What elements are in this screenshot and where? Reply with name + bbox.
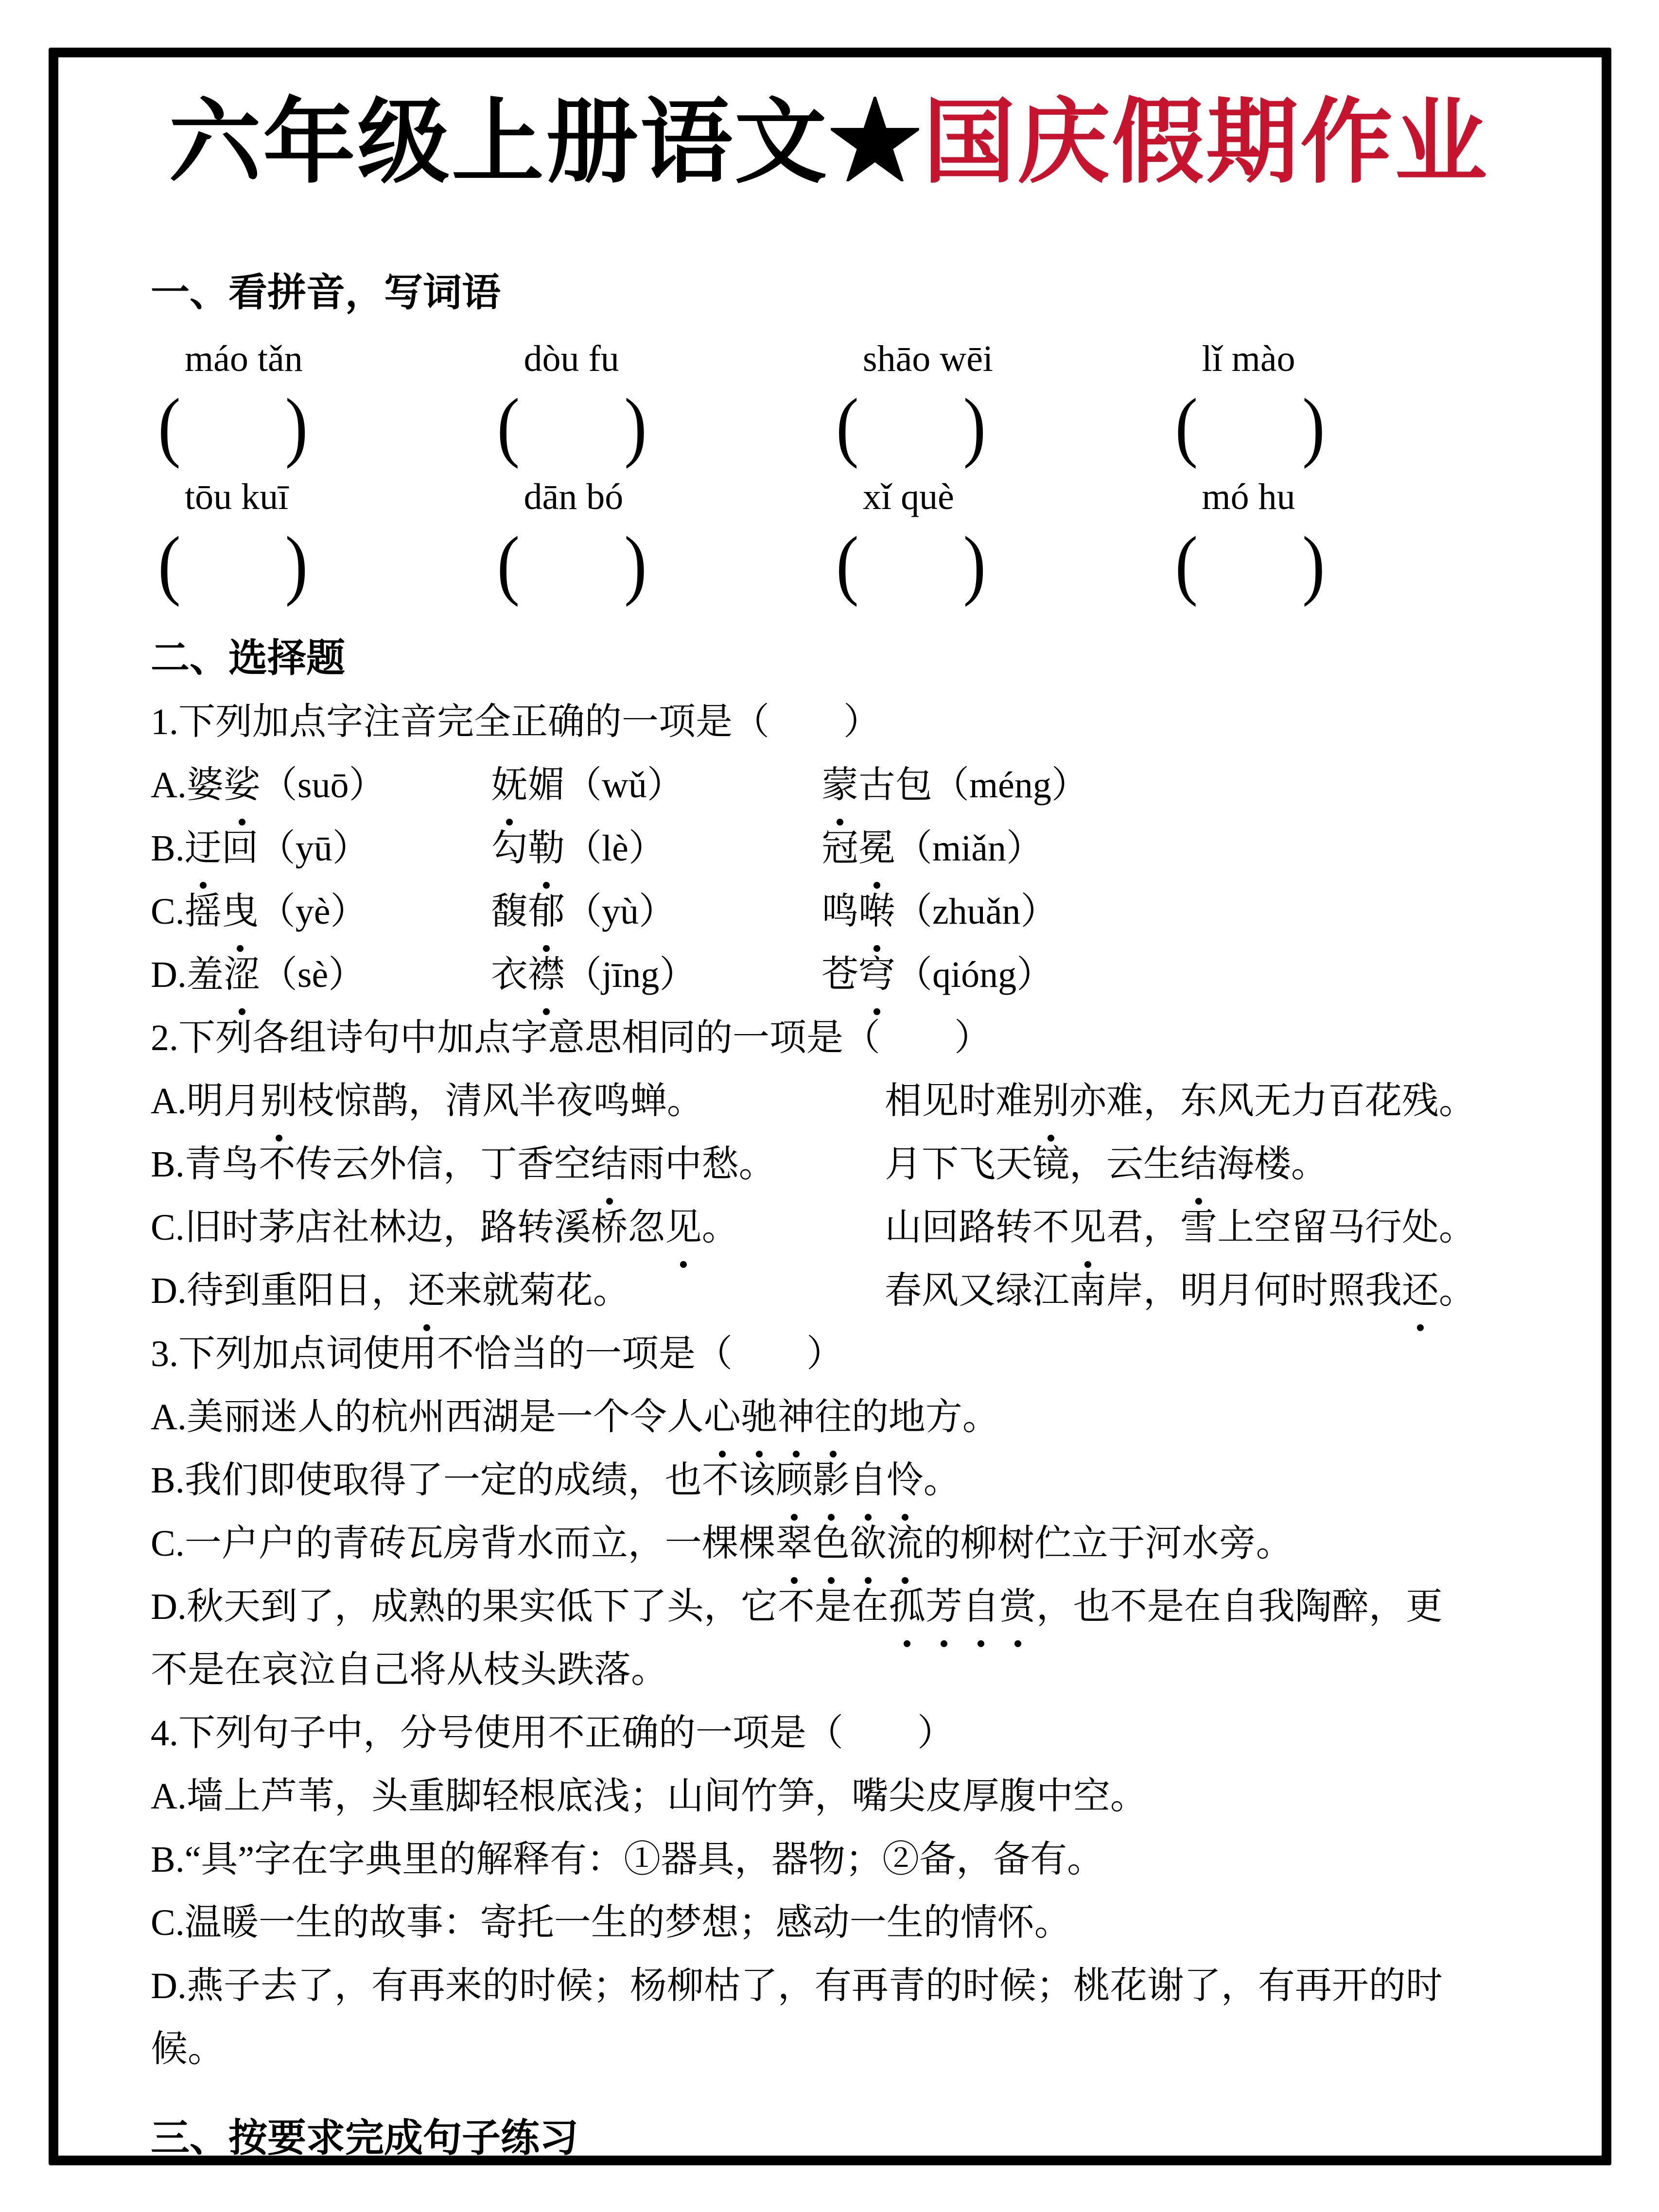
option-item: 勾勒（lè） (491, 817, 821, 880)
option-item: 衣襟（jīng） (491, 943, 821, 1006)
pinyin-word: máo tǎn (185, 338, 303, 379)
question-1-stem: 1.下列加点字注音完全正确的一项是（ ） (151, 702, 880, 742)
section-1-heading: 一、看拼音，写词语 (151, 272, 501, 315)
q4-option-c: C.温暖一生的故事：寄托一生的梦想；感动一生的情怀。 (151, 1902, 1071, 1943)
verse-right: 月下飞天镜，云生结海楼。 (885, 1133, 1507, 1196)
question-3-stem: 3.下列加点词使用不恰当的一项是（ ） (151, 1334, 843, 1374)
q3-option-b: B.我们即使取得了一定的成绩，也不该顾影自怜。 (151, 1449, 1507, 1512)
q3-option-a: A.美丽迷人的杭州西湖是一个令人心驰神往的地方。 (151, 1386, 1507, 1449)
pinyin-word: shāo wēi (863, 338, 994, 379)
q2-option-b (151, 1133, 1507, 1196)
q1-option-c (151, 880, 1507, 943)
page-title-black: 六年级上册语文★ (168, 92, 923, 194)
answer-blank-row-1 (151, 383, 1507, 470)
option-item: C.摇曳（yè） (151, 880, 491, 943)
verse-left: B.青鸟不传云外信，丁香空结雨中愁。 (151, 1133, 885, 1196)
answer-blank: ( ) (1175, 383, 1325, 470)
answer-blank-row-2 (151, 521, 1507, 608)
answer-blank: ( ) (497, 383, 647, 470)
pinyin-word: xǐ què (863, 476, 954, 517)
answer-blank: ( ) (836, 383, 986, 470)
question-2-stem: 2.下列各组诗句中加点字意思相同的一项是（ ） (151, 1018, 991, 1058)
pinyin-word: dān bó (524, 476, 624, 517)
answer-blank: ( ) (158, 521, 308, 608)
verse-left: A.明月别枝惊鹊，清风半夜鸣蝉。 (151, 1070, 885, 1133)
option-item: A.婆娑（suō） (151, 754, 491, 817)
pinyin-word: lǐ mào (1202, 338, 1295, 379)
option-item: 蒙古包（méng） (821, 754, 1507, 817)
worksheet-page (151, 68, 1507, 2170)
answer-blank: ( ) (497, 521, 647, 608)
q2-option-d (151, 1259, 1507, 1322)
pinyin-word: dòu fu (524, 338, 619, 379)
section-2-heading: 二、选择题 (151, 637, 345, 680)
verse-left: D.待到重阳日，还来就菊花。 (151, 1259, 885, 1322)
pinyin-word: mó hu (1202, 476, 1295, 517)
option-item: B.迂回（yū） (151, 817, 491, 880)
answer-blank: ( ) (158, 383, 308, 470)
answer-blank: ( ) (1175, 521, 1325, 608)
question-4-stem: 4.下列句子中，分号使用不正确的一项是（ ） (151, 1713, 954, 1754)
pinyin-row-1 (151, 328, 1507, 390)
q2-option-a (151, 1070, 1507, 1133)
q1-option-b (151, 817, 1507, 880)
option-item: 鸣啭（zhuǎn） (821, 880, 1507, 943)
option-item: 馥郁（yù） (491, 880, 821, 943)
page-title-red: 国庆假期作业 (923, 92, 1489, 194)
q1-option-d (151, 943, 1507, 1006)
q3-option-d: D.秋天到了，成熟的果实低下了头，它不是在孤芳自赏，也不是在自我陶醉，更不是在哀泣自己将从枝头跌落。 (151, 1575, 1463, 1702)
verse-left: C.旧时茅店社林边，路转溪桥忽见。 (151, 1196, 885, 1259)
option-item: 妩媚（wǔ） (491, 754, 821, 817)
q4-option-a: A.墙上芦苇，头重脚轻根底浅；山间竹笋，嘴尖皮厚腹中空。 (151, 1776, 1147, 1817)
option-item: 苍穹（qióng） (821, 943, 1507, 1006)
verse-right: 春风又绿江南岸，明月何时照我还。 (885, 1259, 1507, 1322)
option-item: 冠冕（miǎn） (821, 817, 1507, 880)
q4-option-b: B.“具”字在字典里的解释有：①器具，器物；②备，备有。 (151, 1839, 1104, 1880)
option-item: D.羞涩（sè） (151, 943, 491, 1006)
q3-option-c: C.一户户的青砖瓦房背水而立，一棵棵翠色欲流的柳树伫立于河水旁。 (151, 1512, 1507, 1575)
verse-right: 相见时难别亦难，东风无力百花残。 (885, 1070, 1507, 1133)
q4-option-d: D.燕子去了，有再来的时候；杨柳枯了，有再青的时候；桃花谢了，有再开的时候。 (151, 1966, 1443, 2070)
section-3-heading: 三、按要求完成句子练习 (151, 2117, 578, 2160)
pinyin-row-2 (151, 466, 1507, 528)
page-title (151, 68, 1507, 219)
pinyin-word: tōu kuī (185, 476, 289, 517)
q2-option-c (151, 1196, 1507, 1259)
answer-blank: ( ) (836, 521, 986, 608)
verse-right: 山回路转不见君，雪上空留马行处。 (885, 1196, 1507, 1259)
q1-option-a (151, 754, 1507, 817)
